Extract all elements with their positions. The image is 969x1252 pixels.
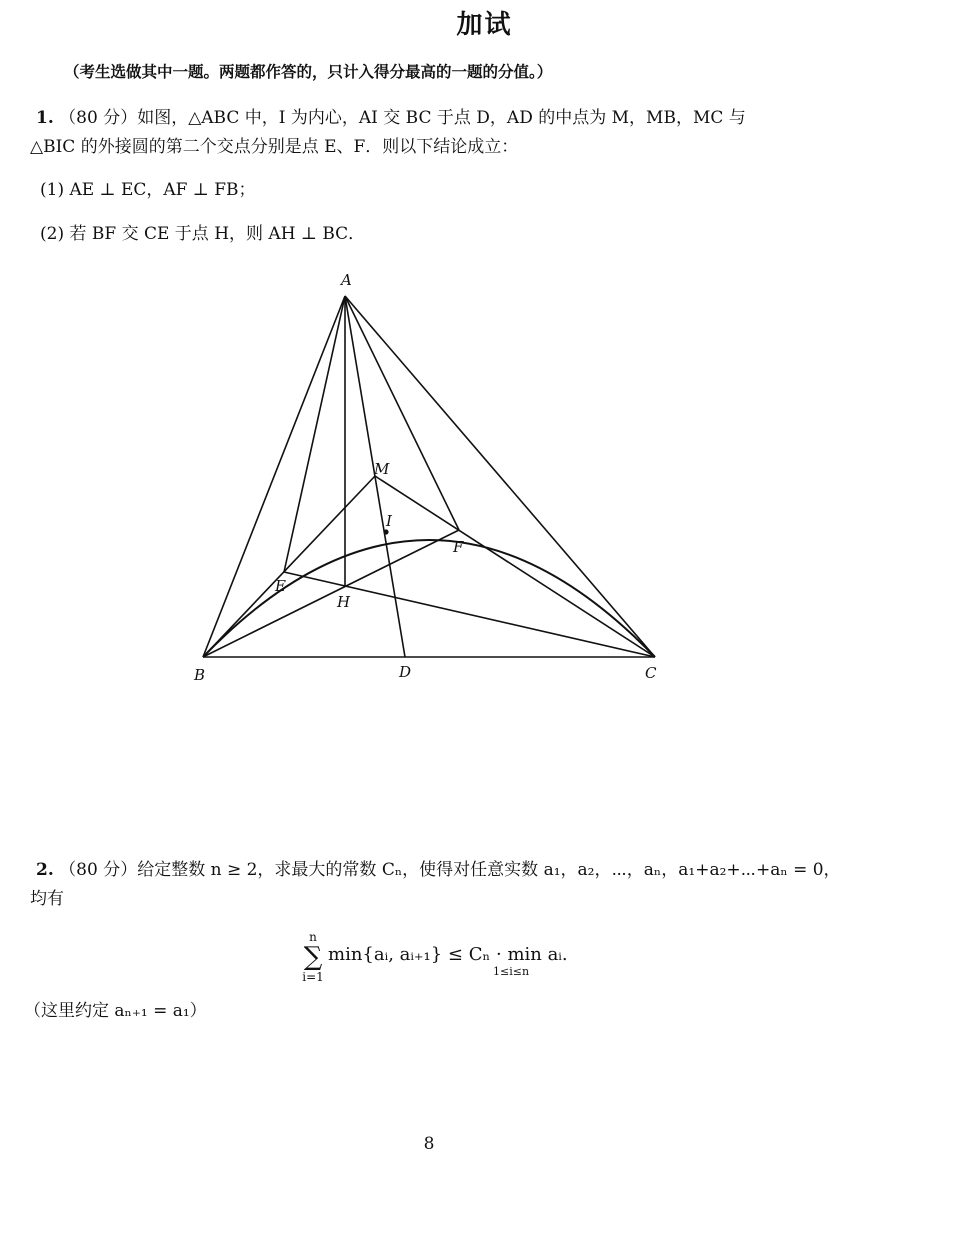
label-C: C [645,664,657,682]
segment-MB [203,476,375,657]
segment-AB [203,296,345,657]
problem2-convention: （这里约定 aₙ₊₁ = a₁） [24,1001,207,1021]
problem2-line1 [36,855,841,880]
segment-MC [375,476,655,657]
label-M: M [374,460,390,478]
label-I: I [386,512,392,530]
point-I [383,529,388,534]
segment-AF [345,296,459,530]
label-E: E [275,577,286,595]
problem1-item1: (1) AE ⊥ EC，AF ⊥ FB； [40,180,256,200]
arc-BIC-circumcircle [203,540,655,657]
formula-min-subscript: 1≤i≤n [493,965,530,978]
problem2-text-1: （80 分）给定整数 n ≥ 2，求最大的常数 Cₙ，使得对任意实数 a₁，a₂，⋯，aₙ，a₁+a₂+⋯+aₙ = 0， [59,860,841,880]
segment-AC [345,296,655,657]
summation-symbol [298,930,328,984]
sum-upper-limit: n [309,930,317,944]
page-number: 8 [423,1134,435,1154]
sum-lower-limit: i=1 [302,970,324,984]
page-title: 加试 [456,10,513,40]
problem2-line2: 均有 [30,889,64,909]
segment-BF [203,530,459,657]
label-B: B [194,666,206,684]
sigma-glyph: ∑ [303,942,323,972]
formula-body: min{aᵢ, aᵢ₊₁} ≤ Cₙ · min aᵢ. [328,944,568,965]
problem1-item2: (2) 若 BF 交 CE 于点 H，则 AH ⊥ BC． [40,224,366,244]
label-D: D [399,663,412,681]
segment-CE [284,572,655,657]
label-F: F [453,538,464,556]
problem1-number: 1. [36,108,54,128]
label-A: A [341,271,352,289]
problem1-text-1: （80 分）如图，△ABC 中，I 为内心，AI 交 BC 于点 D，AD 的中点为 M，MB，MC 与 [59,108,746,128]
problem1-line2: △BIC 的外接圆的第二个交点分别是点 E、F．则以下结论成立： [30,137,519,157]
problem2-number: 2. [36,860,54,880]
segment-AE [284,296,345,572]
instruction-note: （考生选做其中一题。两题都作答的，只计入得分最高的一题的分值。） [64,63,553,81]
label-H: H [337,593,351,611]
